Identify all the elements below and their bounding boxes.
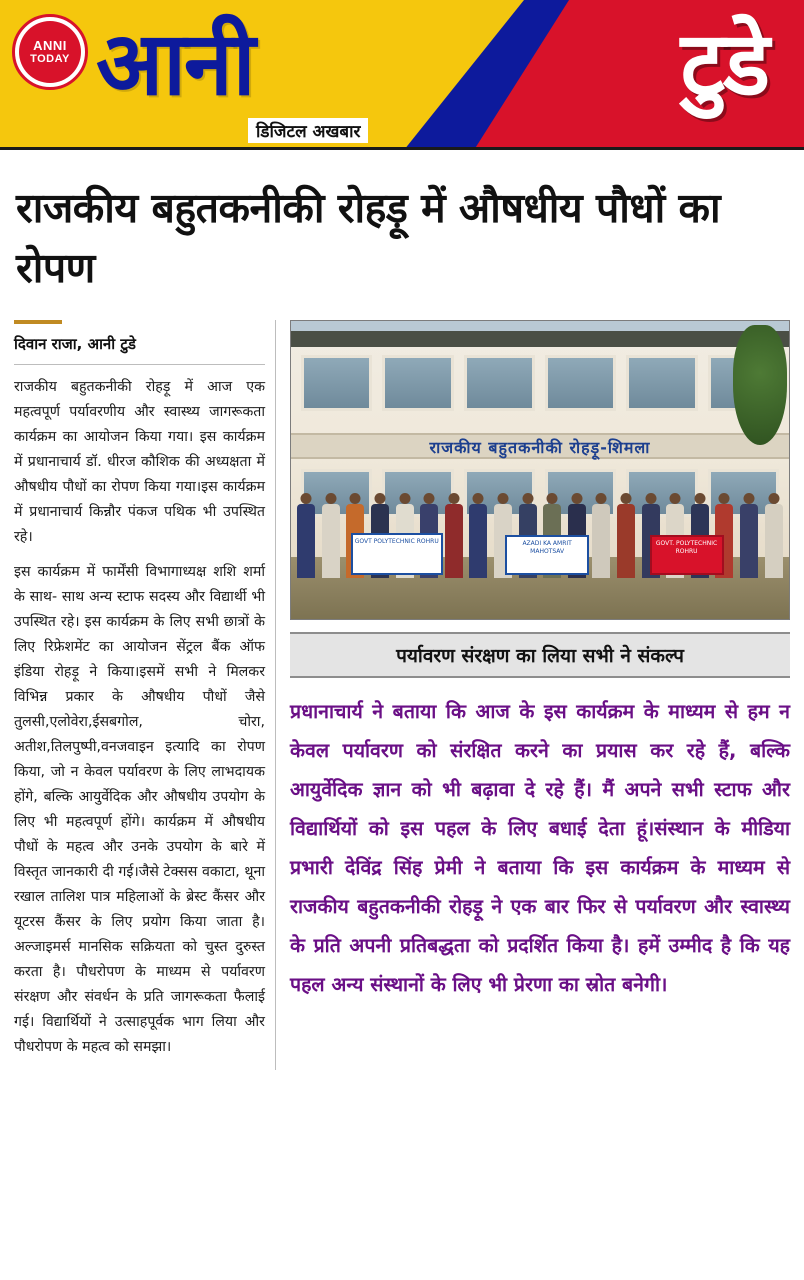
article-paragraph: राजकीय बहुतकनीकी रोहड़ू में आज एक महत्वपूर्ण पर्यावरणीय और स्वास्थ्य जागरूकता कार्यक्रम का आयोजन किया गया। इस कार्यक्रम में प्रधानाचार्य डॉ. धीरज कौशिक की अध्यक्षता में औषधीय पौधों का रोपण किया गया।इस कार्यक्रम में प्रधानाचार्य किन्नौर पंकज पथिक भी उपस्थित रहे। [14,379,265,545]
article-text [14,375,265,1060]
photo-person-head [719,493,730,504]
photo-building-sign-text: राजकीय बहुतकनीकी रोहड़ू-शिमला [429,438,651,457]
publication-logo [12,14,88,90]
article-body [0,320,804,1070]
masthead-title-right: टुडे [680,12,768,115]
photo-person-head [498,493,509,504]
photo-window-row-upper [291,355,789,411]
photo-banner-left: GOVT POLYTECHNIC ROHRU [351,533,443,575]
photo-person-head [399,493,410,504]
photo-person-head [621,493,632,504]
byline: दिवान राजा, आनी टुडे [14,334,265,365]
photo-person-torso [469,504,487,578]
photo-window [626,355,697,411]
photo-person-head [301,493,312,504]
photo-person [443,493,466,579]
photo-tree [733,325,787,445]
photo-person [615,493,638,579]
photo-person-head [350,493,361,504]
byline-rule [14,320,62,324]
photo-person-head [571,493,582,504]
photo-person-torso [297,504,315,578]
photo-person-torso [765,504,783,578]
article-left-column [14,320,276,1070]
photo-person-head [694,493,705,504]
photo-window [382,355,453,411]
photo-person-torso [322,504,340,578]
page-title: राजकीय बहुतकनीकी रोहड़ू में औषधीय पौधों का रोपण [16,184,721,292]
photo-window [464,355,535,411]
logo-line-2: TODAY [30,52,70,65]
logo-ring [19,21,81,83]
masthead-title-left: आनी [96,12,254,115]
photo-person-head [743,493,754,504]
photo-person [467,493,490,579]
photo-person-torso [740,504,758,578]
photo-person-head [596,493,607,504]
photo-person-torso [592,504,610,578]
photo-person [320,493,343,579]
photo-window [545,355,616,411]
photo-window [301,355,372,411]
photo-person-head [768,493,779,504]
photo-person-head [547,493,558,504]
article-photo [290,320,790,620]
photo-person-head [645,493,656,504]
photo-person [762,493,785,579]
photo-person [590,493,613,579]
photo-person-head [670,493,681,504]
photo-person [738,493,761,579]
photo-roof [291,331,789,347]
photo-person-head [424,493,435,504]
photo-building-sign [291,433,789,459]
photo-banner-right: GOVT. POLYTECHNIC ROHRU [650,535,724,575]
masthead-subtitle: डिजिटल अखबार [248,118,368,143]
photo-person [295,493,318,579]
photo-person-head [522,493,533,504]
article-quote: प्रधानाचार्य ने बताया कि आज के इस कार्यक्रम के माध्यम से हम न केवल पर्यावरण को संरक्षित करने का प्रयास कर रहे हैं, बल्कि आयुर्वेदिक ज्ञान को भी बढ़ावा दे रहे हैं। मैं अपने सभी स्टाफ और विद्यार्थियों को इस पहल के लिए बधाई देता हूं।संस्थान के मीडिया प्रभारी देविंद्र सिंह प्रेमी ने बताया कि इस कार्यक्रम के माध्यम से राजकीय बहुतकनीकी रोहड़ू ने एक बार फिर से पर्यावरण और स्वास्थ्य के प्रति अपनी प्रतिबद्धता को प्रदर्शित किया है। हमें उम्मीद है कि यह पहल अन्य संस्थानों के लिए भी प्रेरणा का स्रोत बनेगी। [290,700,790,996]
article-right-column [290,320,790,1070]
photo-banner-center: AZADI KA AMRIT MAHOTSAV [505,535,589,575]
masthead [0,0,804,150]
photo-person-head [448,493,459,504]
article-paragraph: इस कार्यक्रम में फार्मेंसी विभागाध्यक्ष शशि शर्मा के साथ- साथ अन्य स्टाफ सदस्य और विद्यार्थी भी उपस्थित रहे। इस कार्यक्रम के लिए सभी छात्रों के लिए रिफ्रेशमेंट का आयोजन सेंट्रल बैंक ऑफ इंडिया रोहड़ू ने किया।इसमें सभी ने मिलकर विभिन्न प्रकार के औषधीय पौधों जैसे तुलसी,एलोवेरा,ईसबगोल, चोरा, अतीश,तिलपुष्पी,वनजवाइन इत्यादि का रोपण किया, जो न केवल पर्यावरण के लिए लाभदायक होंगे, बल्कि आयुर्वेदिक और औषधीय उपयोग के लिए भी महत्वपूर्ण होंगे। कार्यक्रम में औषधीय पौधों के महत्व और उनके उपयोग के बारे में विस्तृत जानकारी दी गई।जैसे टेक्सस वकाटा, थूना रखाल तालिश पात्र महिलाओं के ब्रेस्ट कैंसर और यूटरस कैंसर के लिए प्रयोग किया जाता है। अल्जाइमर्स मानसिक सक्रियता को चुस्त दुरुस्त करता है। पौधरोपण के माध्यम से पर्यावरण संरक्षण और संवर्धन के प्रति जागरूकता फैलाई गई। विद्यार्थियों ने उत्साहपूर्वक भाग लिया और पौधरोपण के महत्व को समझा। [14,564,265,1055]
article-subhead: पर्यावरण संरक्षण का लिया सभी ने संकल्प [290,632,790,678]
photo-person-torso [445,504,463,578]
photo-person-torso [617,504,635,578]
photo-person-head [375,493,386,504]
logo-line-1: ANNI [33,37,67,53]
photo-person-head [473,493,484,504]
photo-person-head [325,493,336,504]
